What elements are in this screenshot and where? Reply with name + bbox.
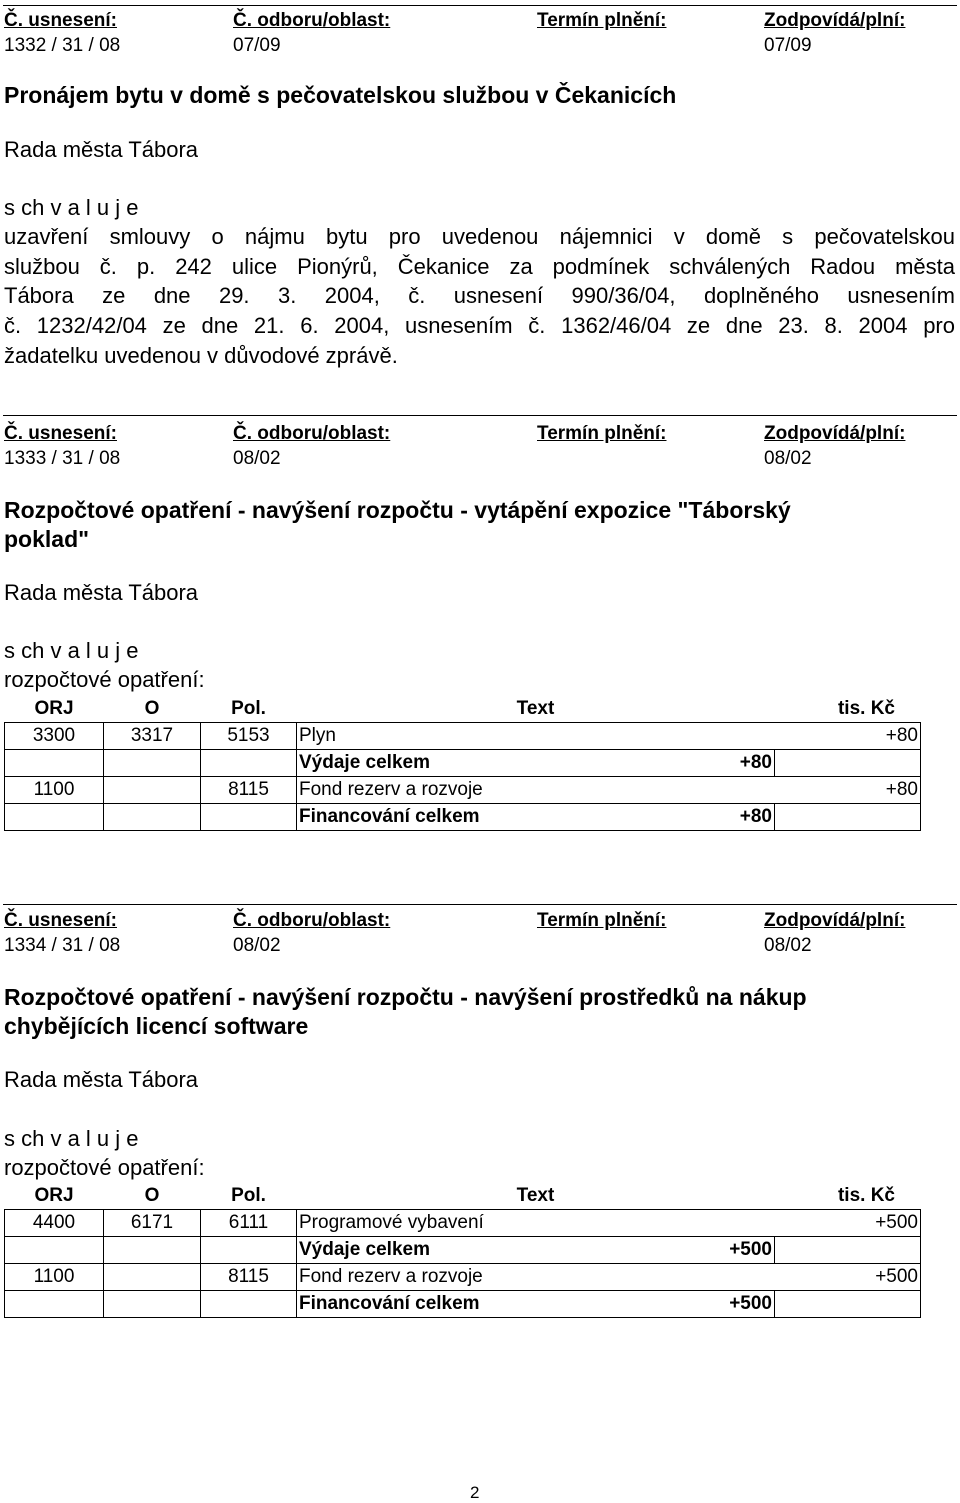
- table-row: [5, 777, 921, 804]
- table-row: [5, 1264, 921, 1291]
- header-orj: ORJ: [5, 1183, 104, 1210]
- table-header-row: [5, 696, 921, 723]
- subtotal-value: +80: [739, 806, 772, 827]
- header-pol: Pol.: [201, 696, 297, 723]
- table-subtotal-row: [5, 1291, 921, 1318]
- resolution-number: 1332 / 31 / 08: [4, 35, 121, 56]
- council-name: Rada města Tábora: [4, 137, 199, 162]
- header-amount: tis. Kč: [775, 1183, 921, 1210]
- label-responsible: Zodpovídá/plní:: [764, 10, 906, 31]
- cell-o: 3317: [104, 723, 201, 750]
- cell-pol: 5153: [201, 723, 297, 750]
- cell-amount: +80: [885, 725, 918, 746]
- subtotal-value: +500: [729, 1239, 772, 1260]
- page-number: 2: [470, 1483, 480, 1502]
- cell-text-amount: [297, 777, 921, 804]
- header-pol: Pol.: [201, 1183, 297, 1210]
- budget-measure-label: rozpočtové opatření:: [4, 667, 205, 692]
- cell-pol: 8115: [201, 777, 297, 804]
- resolution-title-continued: poklad": [4, 526, 90, 552]
- cell-amount: +500: [875, 1212, 918, 1233]
- cell-text: Fond rezerv a rozvoje: [299, 1266, 483, 1287]
- department-value: 07/09: [233, 35, 281, 56]
- label-resolution-number: Č. usnesení:: [4, 10, 117, 31]
- cell-o: [104, 777, 201, 804]
- label-responsible: Zodpovídá/plní:: [764, 423, 906, 444]
- label-responsible: Zodpovídá/plní:: [764, 910, 906, 931]
- cell-text-amount: [297, 1264, 921, 1291]
- header-o: O: [104, 696, 201, 723]
- approves-label: s ch v a l u j e: [4, 1126, 139, 1151]
- body-line: Tábora ze dne 29. 3. 2004, č. usnesení 990/36/04, doplněného usnesením: [4, 283, 955, 309]
- cell-orj: 1100: [5, 777, 104, 804]
- cell-text: Fond rezerv a rozvoje: [299, 779, 483, 800]
- label-department: Č. odboru/oblast:: [233, 423, 391, 444]
- cell-orj: 3300: [5, 723, 104, 750]
- table-row: [5, 723, 921, 750]
- section-divider: [3, 5, 957, 6]
- subtotal-value: +80: [739, 752, 772, 773]
- resolution-body: [4, 222, 955, 371]
- body-line: žadatelku uvedenou v důvodové zprávě.: [4, 342, 398, 368]
- cell-pol: 8115: [201, 1264, 297, 1291]
- approves-label: s ch v a l u j e: [4, 195, 139, 220]
- label-deadline: Termín plnění:: [537, 10, 667, 31]
- department-value: 08/02: [233, 935, 281, 956]
- header-o: O: [104, 1183, 201, 1210]
- subtotal-value: +500: [729, 1293, 772, 1314]
- cell-pol: 6111: [201, 1210, 297, 1237]
- cell-amount: +500: [875, 1266, 918, 1287]
- label-resolution-number: Č. usnesení:: [4, 423, 117, 444]
- label-deadline: Termín plnění:: [537, 423, 667, 444]
- section-divider: [3, 904, 957, 905]
- label-resolution-number: Č. usnesení:: [4, 910, 117, 931]
- body-line: službou č. p. 242 ulice Pionýrů, Čekanice za podmínek schválených Radou města: [4, 253, 955, 279]
- budget-table: [4, 696, 921, 831]
- table-subtotal-row: [5, 1237, 921, 1264]
- budget-table: [4, 1183, 921, 1318]
- resolution-title: Rozpočtové opatření - navýšení rozpočtu - vytápění expozice "Táborský: [4, 497, 791, 523]
- label-deadline: Termín plnění:: [537, 910, 667, 931]
- cell-orj: 1100: [5, 1264, 104, 1291]
- resolution-number: 1334 / 31 / 08: [4, 935, 121, 956]
- table-subtotal-row: [5, 804, 921, 831]
- table-header-row: [5, 1183, 921, 1210]
- subtotal-label: Výdaje celkem +80: [297, 750, 775, 777]
- header-orj: ORJ: [5, 696, 104, 723]
- cell-o: 6171: [104, 1210, 201, 1237]
- responsible-value: 08/02: [764, 448, 812, 469]
- resolution-number: 1333 / 31 / 08: [4, 448, 121, 469]
- label-department: Č. odboru/oblast:: [233, 10, 391, 31]
- department-value: 08/02: [233, 448, 281, 469]
- cell-text-amount: [297, 723, 921, 750]
- approves-label: s ch v a l u j e: [4, 638, 139, 663]
- body-line: č. 1232/42/04 ze dne 21. 6. 2004, usnesením č. 1362/46/04 ze dne 23. 8. 2004 pro: [4, 313, 955, 339]
- cell-text: Plyn: [299, 725, 336, 746]
- council-name: Rada města Tábora: [4, 580, 199, 605]
- responsible-value: 07/09: [764, 35, 812, 56]
- subtotal-label: Výdaje celkem +500: [297, 1237, 775, 1264]
- responsible-value: 08/02: [764, 935, 812, 956]
- cell-amount: +80: [885, 779, 918, 800]
- table-row: [5, 1210, 921, 1237]
- label-department: Č. odboru/oblast:: [233, 910, 391, 931]
- resolution-title-continued: chybějících licencí software: [4, 1013, 309, 1039]
- header-amount: tis. Kč: [775, 696, 921, 723]
- subtotal-label: Financování celkem +500: [297, 1291, 775, 1318]
- council-name: Rada města Tábora: [4, 1067, 199, 1092]
- section-divider: [3, 415, 957, 416]
- cell-o: [104, 1264, 201, 1291]
- resolution-title: Pronájem bytu v domě s pečovatelskou službou v Čekanicích: [4, 82, 677, 108]
- body-line: uzavření smlouvy o nájmu bytu pro uvedenou nájemnici v domě s pečovatelskou: [4, 224, 955, 249]
- cell-text: Programové vybavení: [299, 1212, 484, 1233]
- cell-orj: 4400: [5, 1210, 104, 1237]
- cell-text-amount: [297, 1210, 921, 1237]
- table-subtotal-row: [5, 750, 921, 777]
- header-text: Text: [297, 696, 775, 723]
- resolution-title: Rozpočtové opatření - navýšení rozpočtu - navýšení prostředků na nákup: [4, 984, 807, 1010]
- budget-measure-label: rozpočtové opatření:: [4, 1155, 205, 1180]
- header-text: Text: [297, 1183, 775, 1210]
- subtotal-label: Financování celkem +80: [297, 804, 775, 831]
